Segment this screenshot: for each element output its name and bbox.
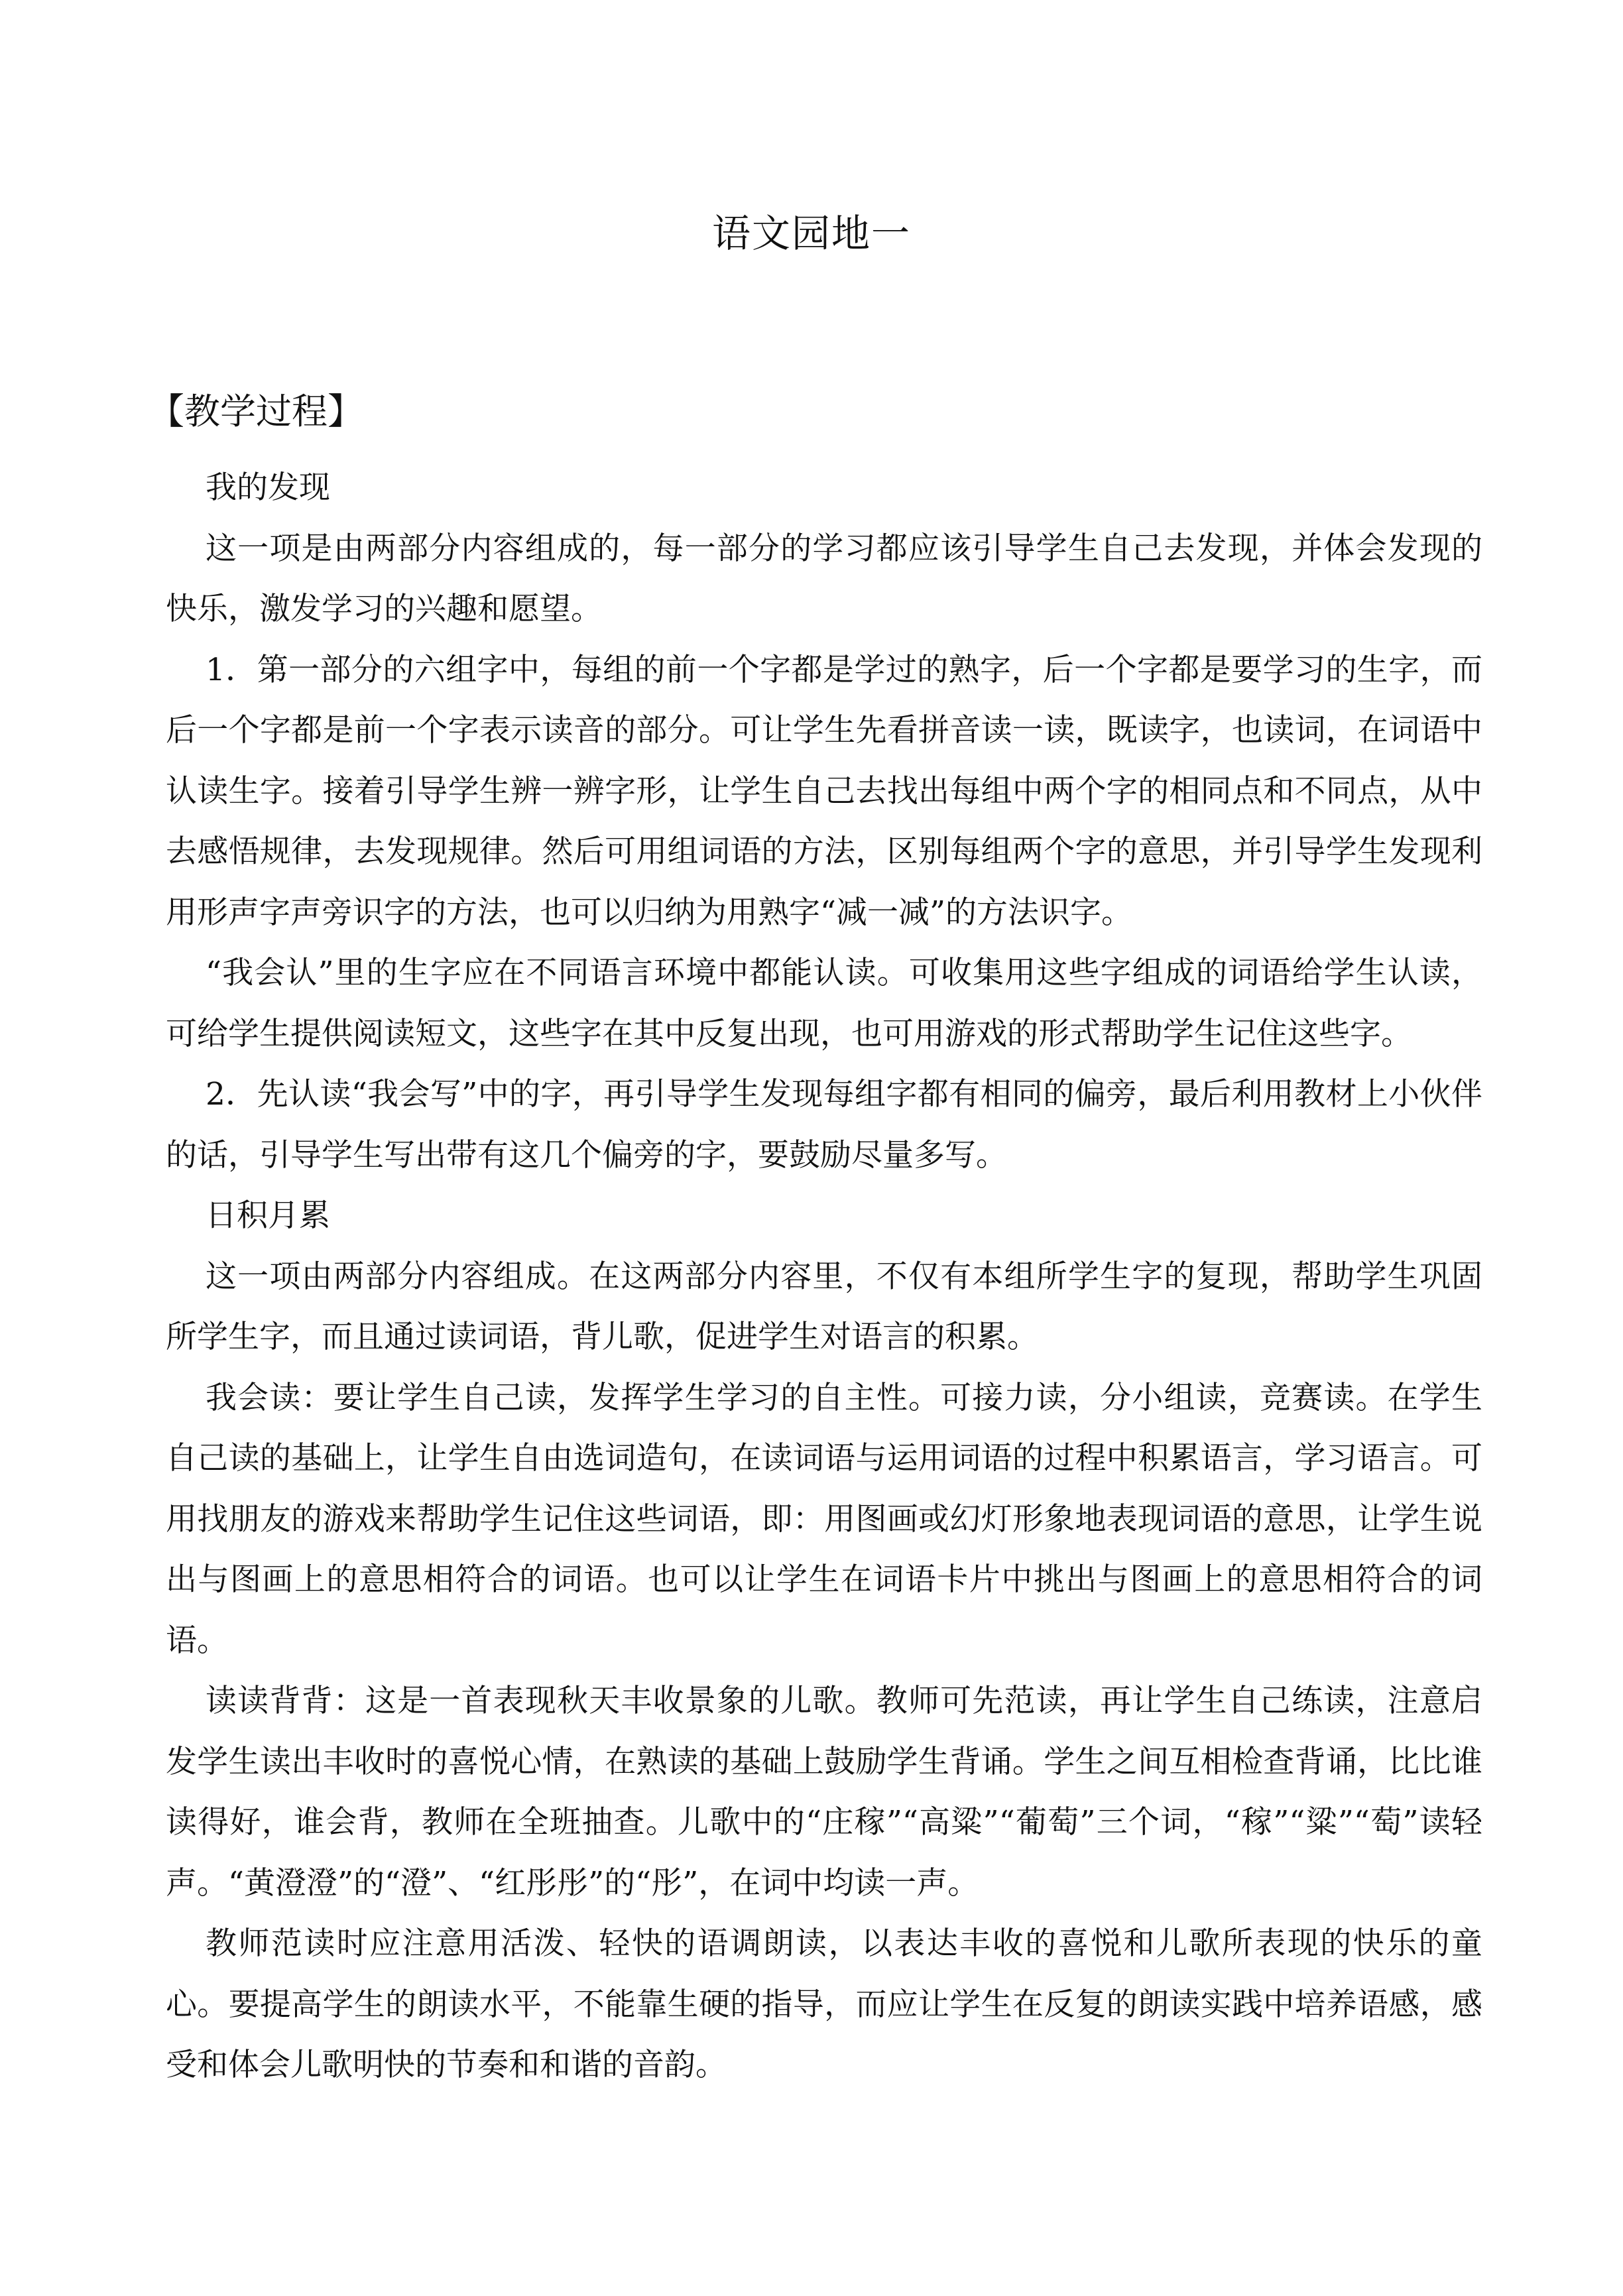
body-paragraph: 这一项是由两部分内容组成的，每一部分的学习都应该引导学生自己去发现，并体会发现的快乐，激发学习的兴趣和愿望。 bbox=[166, 530, 1482, 627]
subheading-daily-accumulation: 日积月累 bbox=[206, 1197, 330, 1234]
section-heading-teaching-process: 【教学过程】 bbox=[149, 391, 363, 432]
body-paragraph: 我会读：要让学生自己读，发挥学生学习的自主性。可接力读，分小组读，竞赛读。在学生自己读的基础上，让学生自由选词造句，在读词语与运用词语的过程中积累语言，学习语言。可用找朋友的游戏来帮助学生记住这些词语，即：用图画或幻灯形象地表现词语的意思，让学生说出与图画上的意思相符合的词语。也可以让学生在词语卡片中挑出与图画上的意思相符合的词语。 bbox=[166, 1379, 1482, 1659]
body-paragraph: 教师范读时应注意用活泼、轻快的语调朗读，以表达丰收的喜悦和儿歌所表现的快乐的童心。要提高学生的朗读水平，不能靠生硬的指导，而应让学生在反复的朗读实践中培养语感，感受和体会儿歌明快的节奏和和谐的音韵。 bbox=[166, 1925, 1482, 2083]
body-paragraph: 2．先认读“我会写”中的字，再引导学生发现每组字都有相同的偏旁，最后利用教材上小伙伴的话，引导学生写出带有这几个偏旁的字，要鼓励尽量多写。 bbox=[166, 1076, 1482, 1174]
body-paragraph: 读读背背：这是一首表现秋天丰收景象的儿歌。教师可先范读，再让学生自己练读，注意启发学生读出丰收时的喜悦心情，在熟读的基础上鼓励学生背诵。学生之间互相检查背诵，比比谁读得好，谁会背，教师在全班抽查。儿歌中的“庄稼”“高粱”“葡萄”三个词，“稼”“粱”“萄”读轻声。“黄澄澄”的“澄”、“红彤彤”的“彤”，在词中均读一声。 bbox=[166, 1683, 1482, 1902]
body-paragraph: 这一项由两部分内容组成。在这两部分内容里，不仅有本组所学生字的复现，帮助学生巩固所学生字，而且通过读词语，背儿歌，促进学生对语言的积累。 bbox=[166, 1258, 1482, 1355]
document-body bbox=[166, 457, 1482, 2096]
body-paragraph: “我会认”里的生字应在不同语言环境中都能认读。可收集用这些字组成的词语给学生认读，可给学生提供阅读短文，这些字在其中反复出现，也可用游戏的形式帮助学生记住这些字。 bbox=[166, 955, 1482, 1052]
body-paragraph: 1．第一部分的六组字中，每组的前一个字都是学过的熟字，后一个字都是要学习的生字，而后一个字都是前一个字表示读音的部分。可让学生先看拼音读一读，既读字，也读词，在词语中认读生字。接着引导学生辨一辨字形，让学生自己去找出每组中两个字的相同点和不同点，从中去感悟规律，去发现规律。然后可用组词语的方法，区别每组两个字的意思，并引导学生发现利用形声字声旁识字的方法，也可以归纳为用熟字“减一减”的方法识字。 bbox=[166, 651, 1482, 931]
document-title: 语文园地一 bbox=[711, 211, 911, 256]
subheading-my-discovery: 我的发现 bbox=[206, 469, 330, 506]
